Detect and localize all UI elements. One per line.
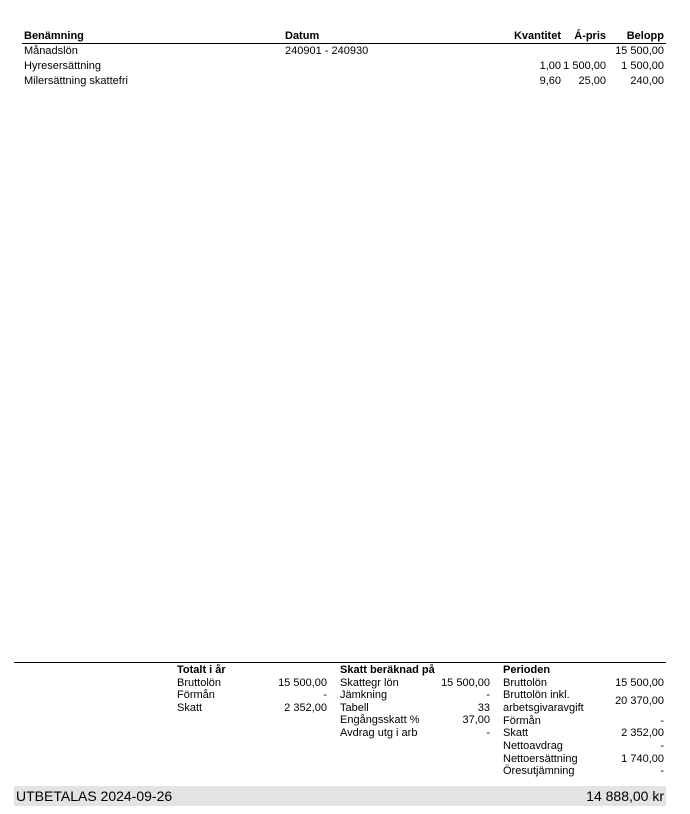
- row-benamning: Månadslön: [24, 45, 78, 57]
- skatt-value: 15 500,00: [441, 677, 490, 689]
- row-benamning: Hyresersättning: [24, 60, 102, 72]
- payout-label: UTBETALAS 2024-09-26: [16, 788, 173, 804]
- header-apris: Á-pris: [574, 30, 606, 42]
- totalt-value: 2 352,00: [284, 702, 327, 714]
- row-apris: 25,00: [578, 75, 606, 87]
- totalt-label: Förmån: [177, 689, 215, 701]
- header-belopp: Belopp: [626, 30, 664, 42]
- perioden-label: arbetsgivaravgift: [503, 702, 584, 714]
- row-kvantitet: 1,00: [539, 60, 561, 72]
- perioden-value: 20 370,00: [615, 695, 664, 707]
- header-kvantitet: Kvantitet: [513, 30, 561, 42]
- row-benamning: Milersättning skattefri: [24, 75, 128, 87]
- header-benamning: Benämning: [24, 30, 84, 42]
- perioden-label: Förmån: [503, 715, 541, 727]
- perioden-label: Skatt: [503, 727, 529, 739]
- perioden-value: 2 352,00: [621, 727, 664, 739]
- totalt-label: Bruttolön: [177, 677, 222, 689]
- skatt-value: -: [486, 727, 490, 739]
- row-belopp: 240,00: [630, 75, 664, 87]
- skatt-label: Skattegr lön: [340, 677, 399, 689]
- perioden-value: 1 740,00: [621, 753, 664, 765]
- payout-bar: [14, 786, 666, 806]
- skatt-value: 37,00: [462, 714, 490, 726]
- skatt-label: Avdrag utg i arb: [340, 727, 418, 739]
- perioden-label: Nettoersättning: [503, 753, 578, 765]
- payout-amount: 14 888,00 kr: [586, 788, 664, 804]
- perioden-value: -: [660, 765, 664, 777]
- perioden-label: Öresutjämning: [503, 765, 575, 777]
- perioden-label: Nettoavdrag: [503, 740, 563, 752]
- skatt-label: Tabell: [340, 702, 369, 714]
- perioden-title: Perioden: [503, 664, 551, 676]
- perioden-label: Bruttolön inkl.: [503, 689, 570, 701]
- table-header-rule: [22, 43, 666, 44]
- skatt-value: 33: [477, 702, 490, 714]
- header-datum: Datum: [285, 30, 320, 42]
- totalt-value: 15 500,00: [278, 677, 327, 689]
- row-kvantitet: 9,60: [539, 75, 561, 87]
- perioden-label: Bruttolön: [503, 677, 548, 689]
- perioden-value: -: [660, 740, 664, 752]
- skatt-value: -: [486, 689, 490, 701]
- row-belopp: 15 500,00: [615, 45, 664, 57]
- perioden-value: 15 500,00: [615, 677, 664, 689]
- totalt-value: -: [323, 689, 327, 701]
- row-apris: 1 500,00: [563, 60, 606, 72]
- skatt-label: Engångsskatt %: [340, 714, 420, 726]
- row-datum: 240901 - 240930: [285, 45, 369, 57]
- row-belopp: 1 500,00: [621, 60, 664, 72]
- summary-rule: [14, 662, 666, 663]
- totalt-title: Totalt i år: [177, 664, 226, 676]
- skatt-title: Skatt beräknad på: [340, 664, 435, 676]
- totalt-label: Skatt: [177, 702, 203, 714]
- skatt-label: Jämkning: [340, 689, 388, 701]
- perioden-value: -: [660, 715, 664, 727]
